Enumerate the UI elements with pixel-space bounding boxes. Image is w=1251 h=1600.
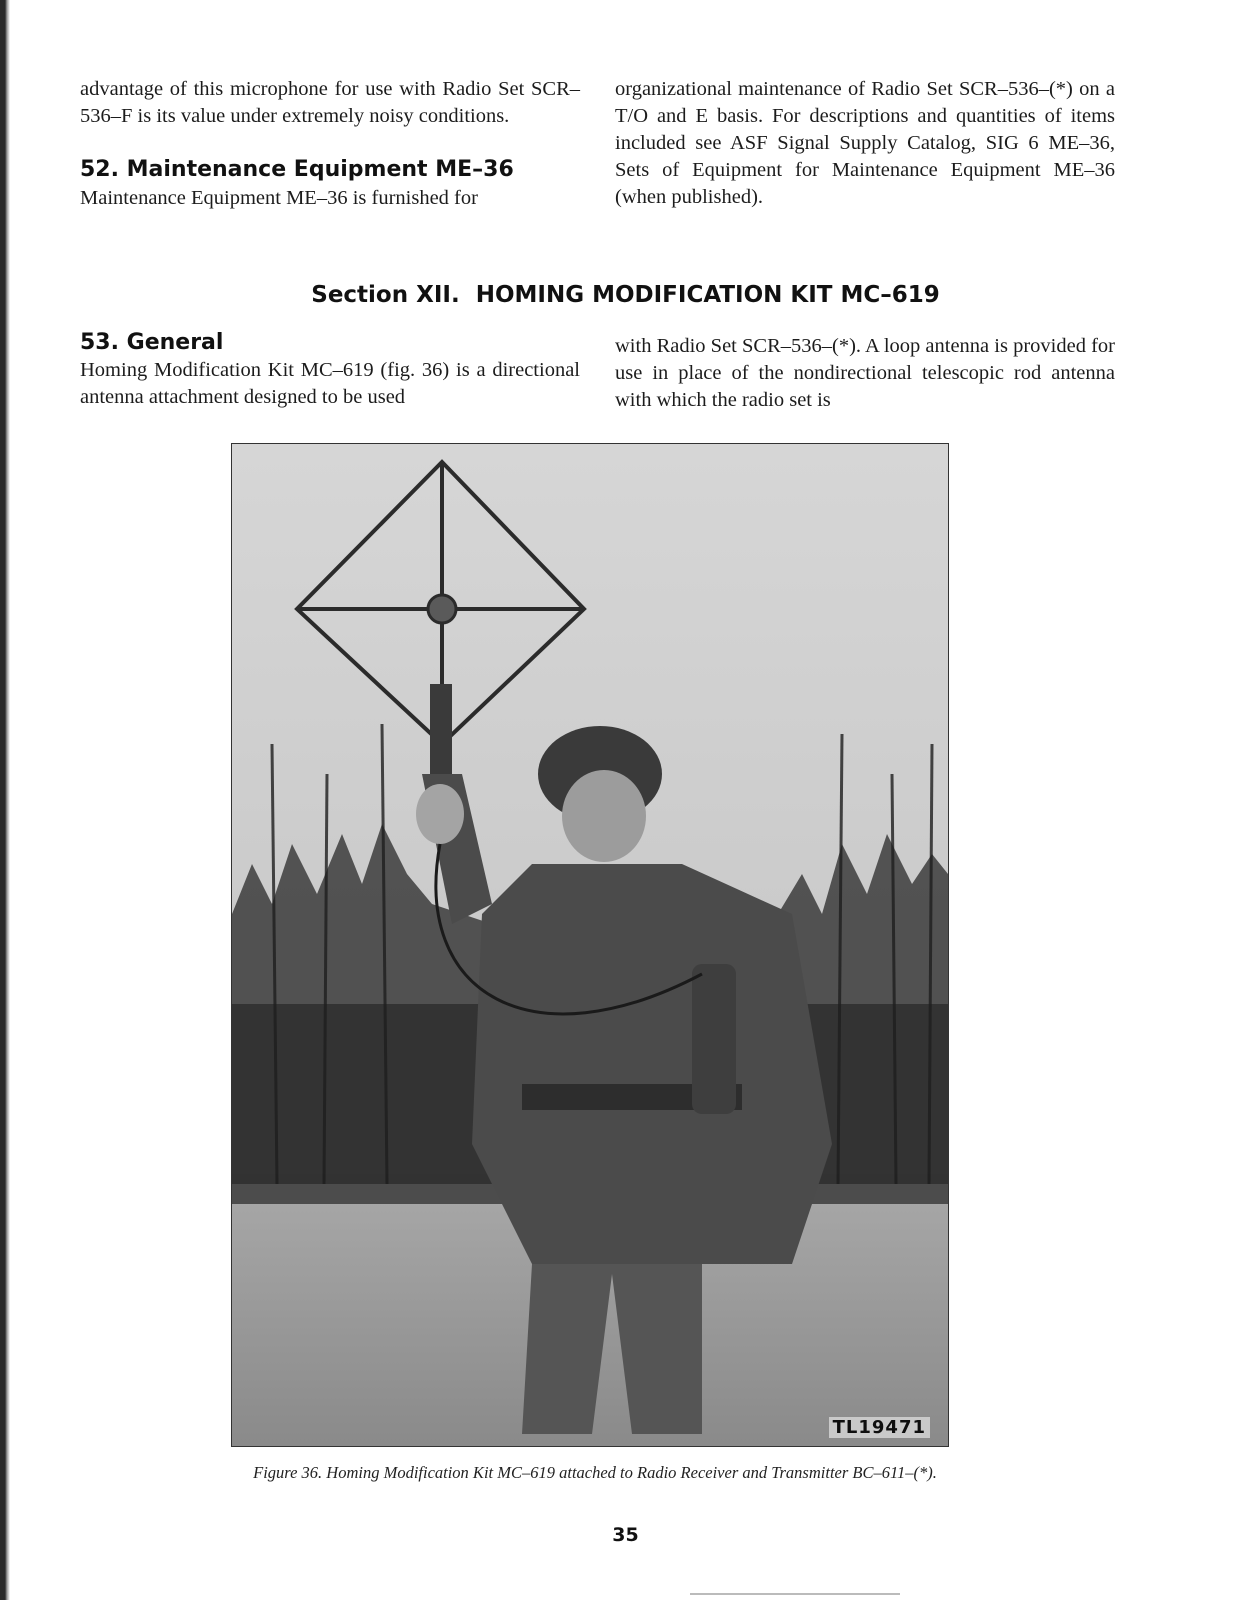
- paragraph-continued: advantage of this microphone for use with Radio Set SCR–536–F is its value under extremely noisy conditions.: [80, 78, 580, 127]
- paragraph-52-start: Maintenance Equipment ME–36 is furnished for: [80, 187, 478, 209]
- section-title: HOMING MODIFICATION KIT MC–619: [475, 282, 940, 308]
- heading-52: 52. Maintenance Equipment ME–36: [80, 157, 514, 182]
- section-heading: [0, 282, 1251, 308]
- paragraph-53-right: with Radio Set SCR–536–(*). A loop antenna is provided for use in place of the nondirectional telescopic rod antenna with which the radio set is: [615, 335, 1115, 411]
- footer-rule: [690, 1593, 900, 1595]
- figure-36-photo: [231, 443, 949, 1447]
- top-right-column: [615, 76, 1115, 211]
- heading-53: 53. General: [80, 330, 224, 355]
- page-number: 35: [612, 1524, 639, 1546]
- top-left-column: [80, 76, 580, 212]
- paragraph-53-left: Homing Modification Kit MC–619 (fig. 36) is a directional antenna attachment designed to be used: [80, 359, 580, 408]
- page-binding-edge: [0, 0, 10, 1600]
- figure-caption: Figure 36. Homing Modification Kit MC–619 attached to Radio Receiver and Transmitter BC–611–(*).: [253, 1463, 937, 1482]
- section-number: Section XII.: [311, 282, 460, 308]
- photo-illustration: [232, 444, 948, 1446]
- photo-id-tag: TL19471: [829, 1417, 930, 1438]
- general-right-column: [615, 333, 1115, 414]
- paragraph-52-continued: organizational maintenance of Radio Set SCR–536–(*) on a T/O and E basis. For descriptions and quantities of items included see ASF Signal Supply Catalog, SIG 6 ME–36, Sets of Equipment for Maintenance Equipment ME–36 (when published).: [615, 78, 1115, 208]
- general-left-column: [80, 329, 580, 411]
